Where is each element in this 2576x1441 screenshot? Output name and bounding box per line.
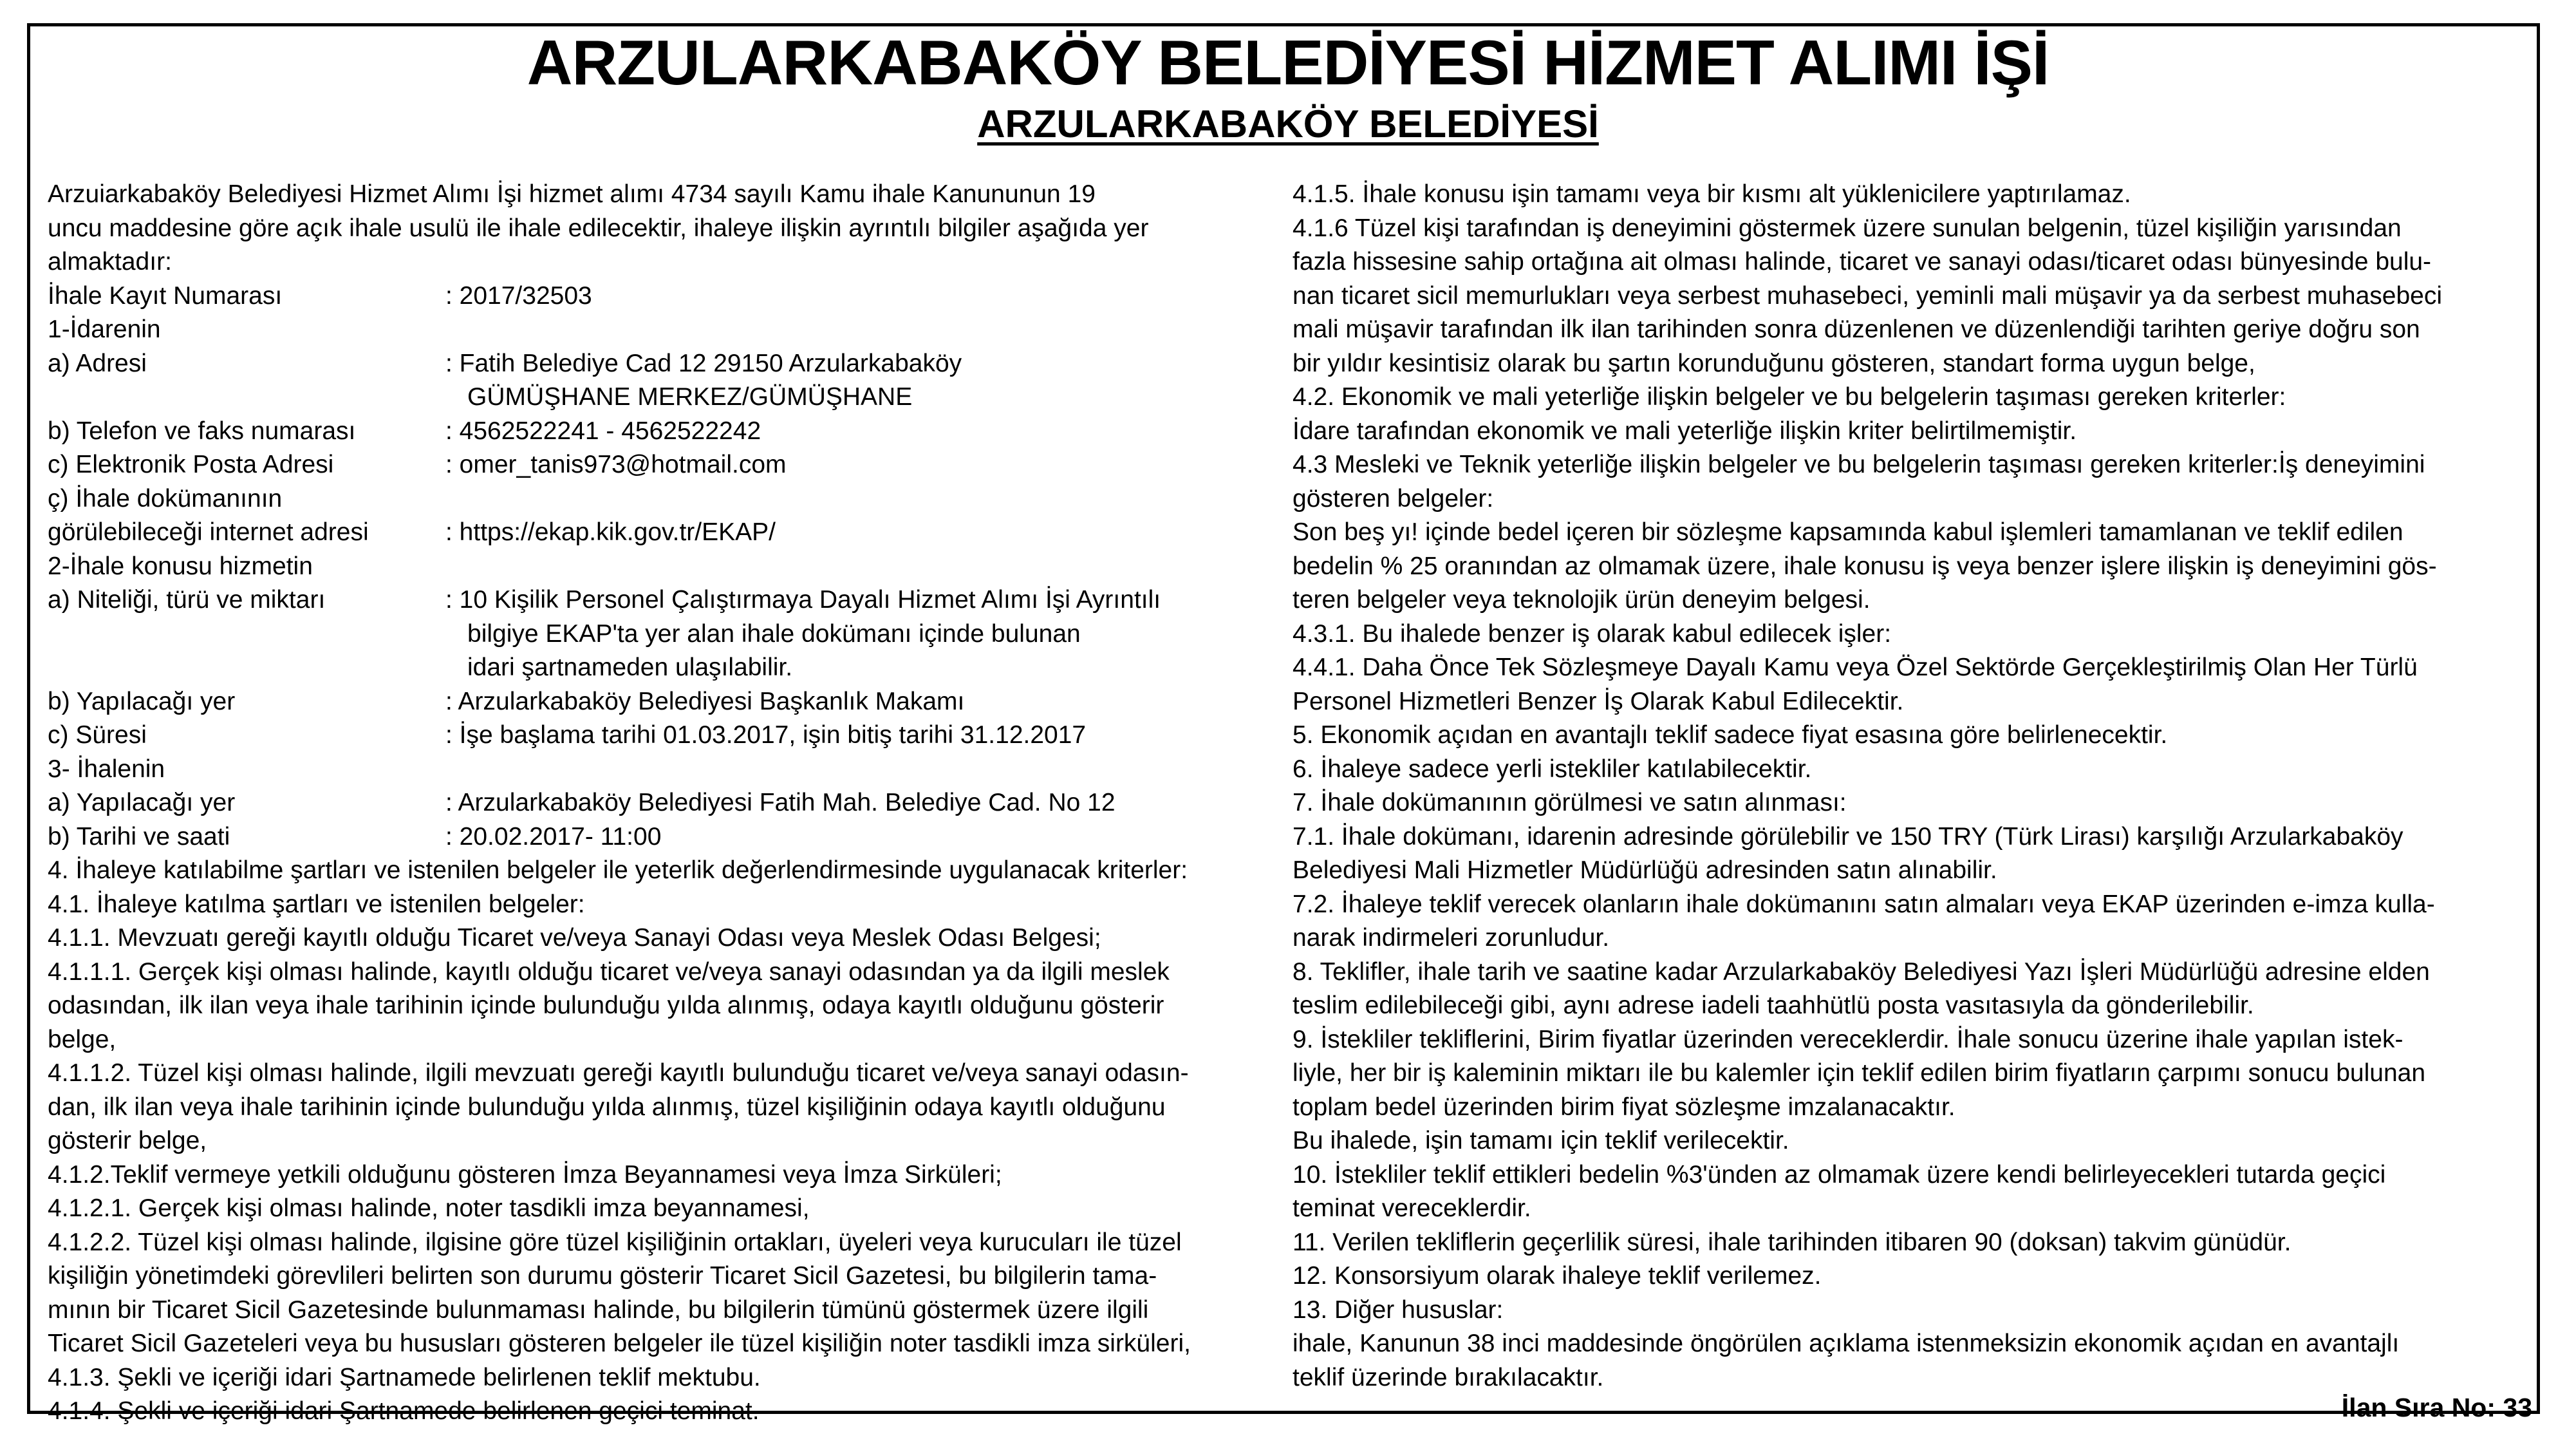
body-line: 4.1.6 Tüzel kişi tarafından iş deneyimini göstermek üzere sunulan belgenin, tüzel kişiliğin yarısından (1293, 214, 2402, 242)
body-line: 4.2. Ekonomik ve mali yeterliğe ilişkin belgeler ve bu belgelerin taşıması gereken kriterler: (1293, 383, 2286, 411)
intro-line: almaktadır: (48, 248, 172, 276)
detail-value: : omer_tanis973@hotmail.com (445, 451, 787, 478)
detail-label: görülebileceği internet adresi (48, 518, 369, 546)
body-line: odasından, ilk ilan veya ihale tarihinin içinde bulunduğu yılda alınmış, odaya kayıtlı olduğunu gösterir (48, 992, 1164, 1019)
body-line: 5. Ekonomik açıdan en avantajlı teklif sadece fiyat esasına göre belirlenecektir. (1293, 721, 2168, 749)
detail-label: b) Tarihi ve saati (48, 822, 230, 851)
body-line: Personel Hizmetleri Benzer İş Olarak Kabul Edilecektir. (1293, 687, 1904, 715)
body-line: 4.1.5. İhale konusu işin tamamı veya bir kısmı alt yüklenicilere yaptırılamaz. (1293, 180, 2131, 208)
detail-value: : 20.02.2017- 11:00 (445, 822, 662, 851)
body-line: bedelin % 25 oranından az olmamak üzere, ihale konusu iş veya benzer işlere ilişkin iş deneyimini gös- (1293, 552, 2437, 580)
detail-value-continued: idari şartnameden ulaşılabilir. (467, 654, 793, 681)
body-line: 8. Teklifler, ihale tarih ve saatine kadar Arzularkabaköy Belediyesi Yazı İşleri Müdürlüğü adresine elden (1293, 957, 2430, 986)
page-subtitle: ARZULARKABAKÖY BELEDİYESİ (977, 102, 1599, 146)
detail-value: : https://ekap.kik.gov.tr/EKAP/ (445, 518, 776, 546)
detail-row-eposta (48, 448, 1271, 482)
body-line: belge, (48, 1025, 117, 1053)
detail-row-dokuman (48, 516, 1271, 550)
body-line: 4.3.1. Bu ihalede benzer iş olarak kabul edilecek işler: (1293, 619, 1892, 648)
body-line: 4.1.2.1. Gerçek kişi olması halinde, noter tasdikli imza beyannamesi, (48, 1194, 810, 1222)
detail-heading: 1-İdarenin (48, 316, 161, 343)
detail-row-sure (48, 719, 1271, 753)
detail-value: : 2017/32503 (445, 281, 592, 310)
body-line: 4.1.2.Teklif vermeye yetkili olduğunu gösteren İmza Beyannamesi veya İmza Sirküleri; (48, 1160, 1002, 1189)
body-line: 7.2. İhaleye teklif verecek olanların ihale dokümanını satın almaları veya EKAP üzerinden e-imza kulla- (1293, 890, 2435, 918)
detail-value: : İşe başlama tarihi 01.03.2017, işin bitiş tarihi 31.12.2017 (445, 721, 1087, 749)
detail-label: ç) İhale dokümanının (48, 484, 283, 513)
body-line: gösteren belgeler: (1293, 484, 1494, 513)
detail-label: a) Yapılacağı yer (48, 789, 236, 816)
body-line: 4.1.1.2. Tüzel kişi olması halinde, ilgili mevzuatı gereği kayıtlı bulunduğu ticaret ve/veya sanayi odasın- (48, 1059, 1189, 1087)
body-line: 6. İhaleye sadece yerli istekliler katılabilecektir. (1293, 755, 1812, 783)
detail-row-adres (48, 347, 1271, 381)
left-column (48, 178, 1271, 1429)
body-line: nan ticaret sicil memurlukları veya serbest muhasebeci, yeminli mali müşavir ya da serbest muhasebeci (1293, 281, 2443, 310)
right-body-text (1293, 178, 2515, 1395)
detail-row-nitelik (48, 583, 1271, 617)
detail-value: : Arzularkabaköy Belediyesi Fatih Mah. Belediye Cad. No 12 (445, 789, 1115, 816)
detail-label: a) Niteliği, türü ve miktarı (48, 586, 326, 614)
detail-label: c) Elektronik Posta Adresi (48, 451, 334, 478)
intro-line: uncu maddesine göre açık ihale usulü ile ihale edilecektir, ihaleye ilişkin ayrıntılı bilgiler aşağıda yer (48, 214, 1149, 242)
body-line: toplam bedel üzerinden birim fiyat sözleşme imzalanacaktır. (1293, 1093, 1955, 1121)
body-line: teren belgeler veya teknolojik ürün deneyim belgesi. (1293, 586, 1871, 614)
detail-label: b) Telefon ve faks numarası (48, 417, 356, 445)
body-line: 4.1.2.2. Tüzel kişi olması halinde, ilgisine göre tüzel kişiliğinin ortakları, üyeleri veya kurucuları ile tüzel (48, 1228, 1182, 1256)
right-column (1293, 178, 2515, 1395)
body-line: 4.1.1.1. Gerçek kişi olması halinde, kayıtlı olduğu ticaret ve/veya sanayi odasından ya da ilgili meslek (48, 957, 1170, 986)
body-line: 4.1.4. Şekli ve içeriği idari Şartnamede belirlenen geçici teminat. (48, 1397, 760, 1425)
body-line: 4.1.1. Mevzuatı gereği kayıtlı olduğu Ticaret ve/veya Sanayi Odası veya Meslek Odası Belgesi; (48, 924, 1101, 952)
body-line: ihale, Kanunun 38 inci maddesinde öngörülen açıklama istenmeksizin ekonomik açıdan en avantajlı (1293, 1330, 2400, 1357)
body-line: 7.1. İhale dokümanı, idarenin adresinde görülebilir ve 150 TRY (Türk Lirası) karşılığı Arzularkabaköy (1293, 822, 2403, 851)
detail-heading: 3- İhalenin (48, 755, 165, 783)
body-line: Belediyesi Mali Hizmetler Müdürlüğü adresinden satın alınabilir. (1293, 856, 1997, 884)
detail-row-kayit (48, 279, 1271, 314)
detail-value: : 4562522241 - 4562522242 (445, 417, 761, 445)
body-line: teminat vereceklerdir. (1293, 1194, 1531, 1222)
body-line: Bu ihalede, işin tamamı için teklif verilecektir. (1293, 1127, 1789, 1154)
body-line: Son beş yı! içinde bedel içeren bir sözleşme kapsamında kabul işlemleri tamamlanan ve teklif edilen (1293, 518, 2403, 546)
body-line: 4.4.1. Daha Önce Tek Sözleşmeye Dayalı Kamu veya Özel Sektörde Gerçekleştirilmiş Olan Her Türlü (1293, 654, 2418, 681)
detail-value: : Fatih Belediye Cad 12 29150 Arzularkabaköy (445, 349, 962, 377)
detail-label: b) Yapılacağı yer (48, 687, 236, 715)
detail-value-continued: bilgiye EKAP'ta yer alan ihale dokümanı içinde bulunan (467, 619, 1081, 648)
ilan-sira-no: İlan Sıra No: 33 (2341, 1393, 2532, 1422)
body-line: teklif üzerinde bırakılacaktır. (1293, 1363, 1604, 1391)
body-line: Ticaret Sicil Gazeteleri veya bu hususları gösteren belgeler ile tüzel kişiliğin noter tasdikli imza sirküleri, (48, 1330, 1191, 1357)
body-line: gösterir belge, (48, 1127, 207, 1154)
body-line: liyle, her bir iş kaleminin miktarı ile bu kalemler için teklif edilen birim fiyatların çarpımı sonucu bulunan (1293, 1059, 2426, 1087)
body-line: mının bir Ticaret Sicil Gazetesinde bulunmaması halinde, bu bilgilerin tümünü göstermek üzere ilgili (48, 1295, 1149, 1324)
page-title: ARZULARKABAKÖY BELEDİYESİ HİZMET ALIMI İŞİ (527, 27, 2049, 98)
body-line: fazla hissesine sahip ortağına ait olması halinde, ticaret ve sanayi odası/ticaret odası bünyesinde bulu- (1293, 248, 2432, 276)
body-line: dan, ilk ilan veya ihale tarihinin içinde bulunduğu yılda alınmış, tüzel kişiliğinin odaya kayıtlı olduğunu (48, 1093, 1166, 1121)
detail-row-tarih (48, 820, 1271, 854)
detail-value: : Arzularkabaköy Belediyesi Başkanlık Makamı (445, 687, 965, 715)
detail-value-continued: GÜMÜŞHANE MERKEZ/GÜMÜŞHANE (467, 383, 913, 411)
body-line: 9. İstekliler tekliflerini, Birim fiyatlar üzerinden vereceklerdir. İhale sonucu üzerine ihale yapılan istek- (1293, 1025, 2403, 1053)
left-body-text (48, 854, 1271, 1429)
body-line: 13. Diğer hususlar: (1293, 1295, 1504, 1324)
body-line: teslim edilebileceği gibi, aynı adrese iadeli taahhütlü posta vasıtasıyla da gönderilebilir. (1293, 992, 2254, 1019)
detail-value: : 10 Kişilik Personel Çalıştırmaya Dayalı Hizmet Alımı İşi Ayrıntılı (445, 586, 1161, 614)
body-line: mali müşavir tarafından ilk ilan tarihinden sonra düzenlenen ve düzenlendiği tarihten geriye doğru son (1293, 316, 2420, 343)
body-line: 11. Verilen tekliflerin geçerlilik süresi, ihale tarihinden itibaren 90 (doksan) takvim günüdür. (1293, 1228, 2291, 1256)
body-line: 4.1.3. Şekli ve içeriği idari Şartnamede belirlenen teklif mektubu. (48, 1363, 761, 1391)
detail-row-telefon (48, 415, 1271, 449)
body-line: 12. Konsorsiyum olarak ihaleye teklif verilemez. (1293, 1262, 1822, 1290)
detail-row-yer (48, 685, 1271, 719)
body-line: 10. İstekliler teklif ettikleri bedelin %3'ünden az olmamak üzere kendi belirleyecekleri tutarda geçici (1293, 1160, 2386, 1189)
intro-line: Arzuiarkabaköy Belediyesi Hizmet Alımı İşi hizmet alımı 4734 sayılı Kamu ihale Kanununun 19 (48, 180, 1096, 208)
body-line: bir yıldır kesintisiz olarak bu şartın korunduğunu gösteren, standart forma uygun belge, (1293, 349, 2255, 377)
detail-label: c) Süresi (48, 721, 147, 749)
detail-label: İhale Kayıt Numarası (48, 281, 283, 310)
body-line: İdare tarafından ekonomik ve mali yeterliğe ilişkin kriter belirtilmemiştir. (1293, 417, 2077, 445)
body-line: 4.1. İhaleye katılma şartları ve istenilen belgeler: (48, 890, 585, 918)
detail-heading: 2-İhale konusu hizmetin (48, 552, 313, 580)
body-line: kişiliğin yönetimdeki görevlileri belirten son durumu gösterir Ticaret Sicil Gazetesi, bu bilgilerin tama- (48, 1262, 1157, 1290)
body-line: 4. İhaleye katılabilme şartları ve istenilen belgeler ile yeterlik değerlendirmesinde uygulanacak kriterler: (48, 856, 1188, 884)
detail-label: a) Adresi (48, 349, 147, 377)
body-line: 7. İhale dokümanının görülmesi ve satın alınması: (1293, 789, 1847, 816)
detail-row-ihale-yer (48, 786, 1271, 820)
body-line: narak indirmeleri zorunludur. (1293, 924, 1610, 952)
body-line: 4.3 Mesleki ve Teknik yeterliğe ilişkin belgeler ve bu belgelerin taşıması gereken kriterler:İş deneyimini (1293, 451, 2425, 478)
